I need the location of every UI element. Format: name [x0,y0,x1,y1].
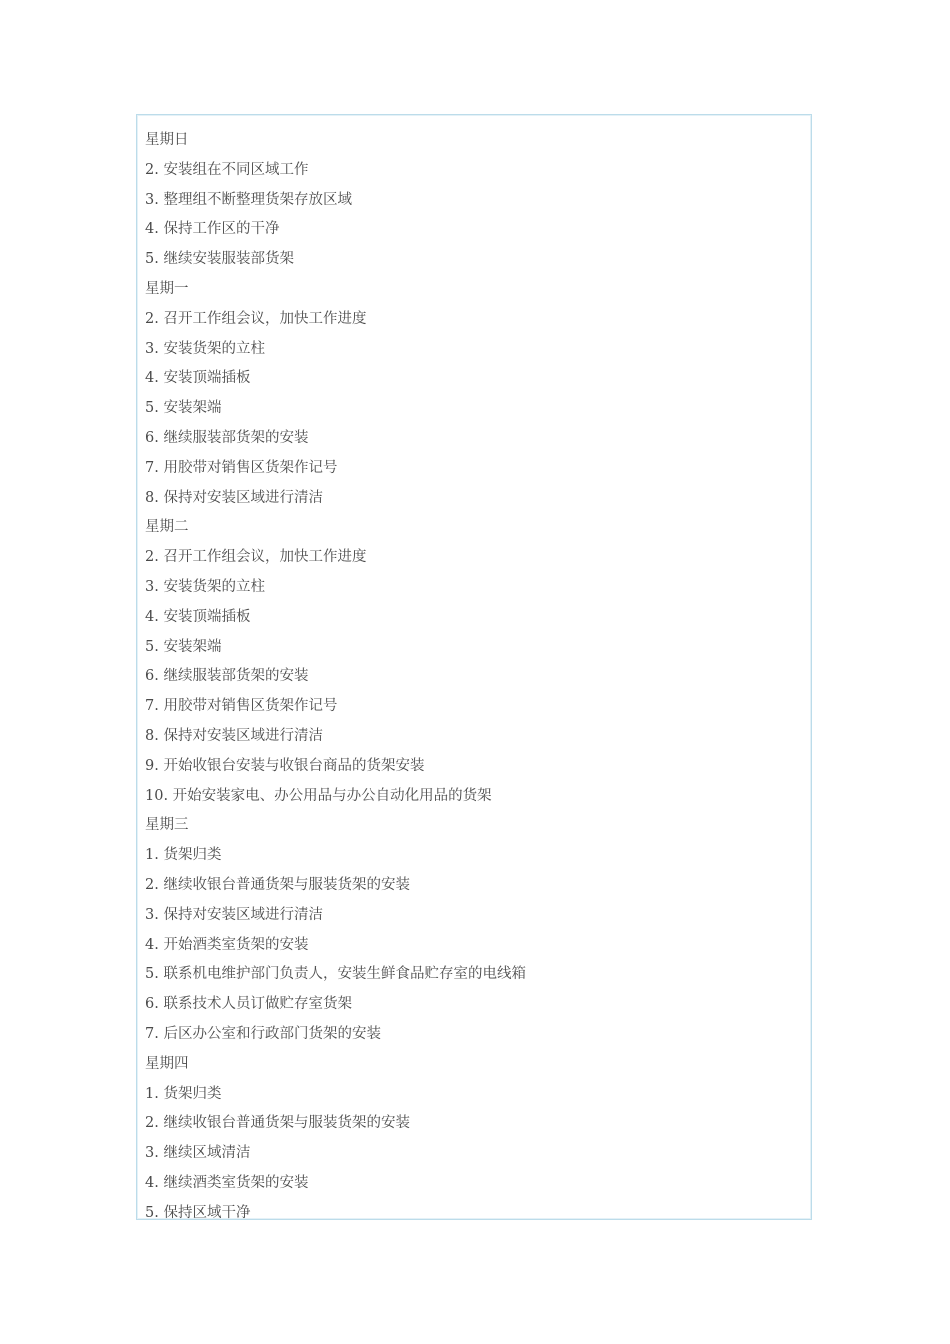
list-item: 5. 保持区域干净 [145,1204,251,1221]
list-item: 8. 保持对安装区域进行清洁 [145,489,323,506]
list-item: 3. 整理组不断整理货架存放区域 [145,191,352,208]
list-item: 4. 安装顶端插板 [145,370,251,387]
list-item: 8. 保持对安装区域进行清洁 [145,727,323,744]
list-item: 2. 召开工作组会议，加快工作进度 [145,549,367,566]
list-item: 5. 安装架端 [145,400,222,417]
list-item: 4. 继续酒类室货架的安装 [145,1174,309,1191]
list-item: 1. 货架归类 [145,1085,222,1102]
list-item: 4. 保持工作区的干净 [145,221,280,238]
list-item: 7. 后区办公室和行政部门货架的安装 [145,1025,381,1042]
list-item: 5. 安装架端 [145,638,222,655]
list-item: 6. 继续服装部货架的安装 [145,429,309,446]
day-heading-sunday: 星期日 [145,132,189,148]
list-item: 9. 开始收银台安装与收银台商品的货架安装 [145,757,425,774]
schedule-text-box [136,114,812,1220]
day-heading-monday: 星期一 [145,280,189,297]
day-heading-tuesday: 星期二 [145,519,189,536]
list-item: 2. 继续收银台普通货架与服装货架的安装 [145,1115,410,1132]
list-item: 7. 用胶带对销售区货架作记号 [145,698,338,715]
list-item: 10. 开始安装家电、办公用品与办公自动化用品的货架 [145,787,492,804]
list-item: 6. 继续服装部货架的安装 [145,668,309,685]
list-item: 2. 继续收银台普通货架与服装货架的安装 [145,876,410,893]
list-item: 7. 用胶带对销售区货架作记号 [145,459,338,476]
schedule-lines [145,126,526,1228]
list-item: 6. 联系技术人员订做贮存室货架 [145,996,352,1013]
day-heading-wednesday: 星期三 [145,817,189,834]
list-item: 3. 安装货架的立柱 [145,578,265,595]
list-item: 3. 继续区域清洁 [145,1145,251,1162]
list-item: 3. 安装货架的立柱 [145,340,265,357]
list-item: 5. 联系机电维护部门负责人，安装生鲜食品贮存室的电线箱 [145,966,526,983]
list-item: 1. 货架归类 [145,847,222,864]
list-item: 5. 继续安装服装部货架 [145,251,294,268]
list-item: 4. 开始酒类室货架的安装 [145,936,309,953]
list-item: 2. 安装组在不同区域工作 [145,161,309,178]
day-heading-thursday: 星期四 [145,1055,189,1072]
list-item: 2. 召开工作组会议，加快工作进度 [145,310,367,327]
list-item: 4. 安装顶端插板 [145,608,251,625]
list-item: 3. 保持对安装区域进行清洁 [145,906,323,923]
